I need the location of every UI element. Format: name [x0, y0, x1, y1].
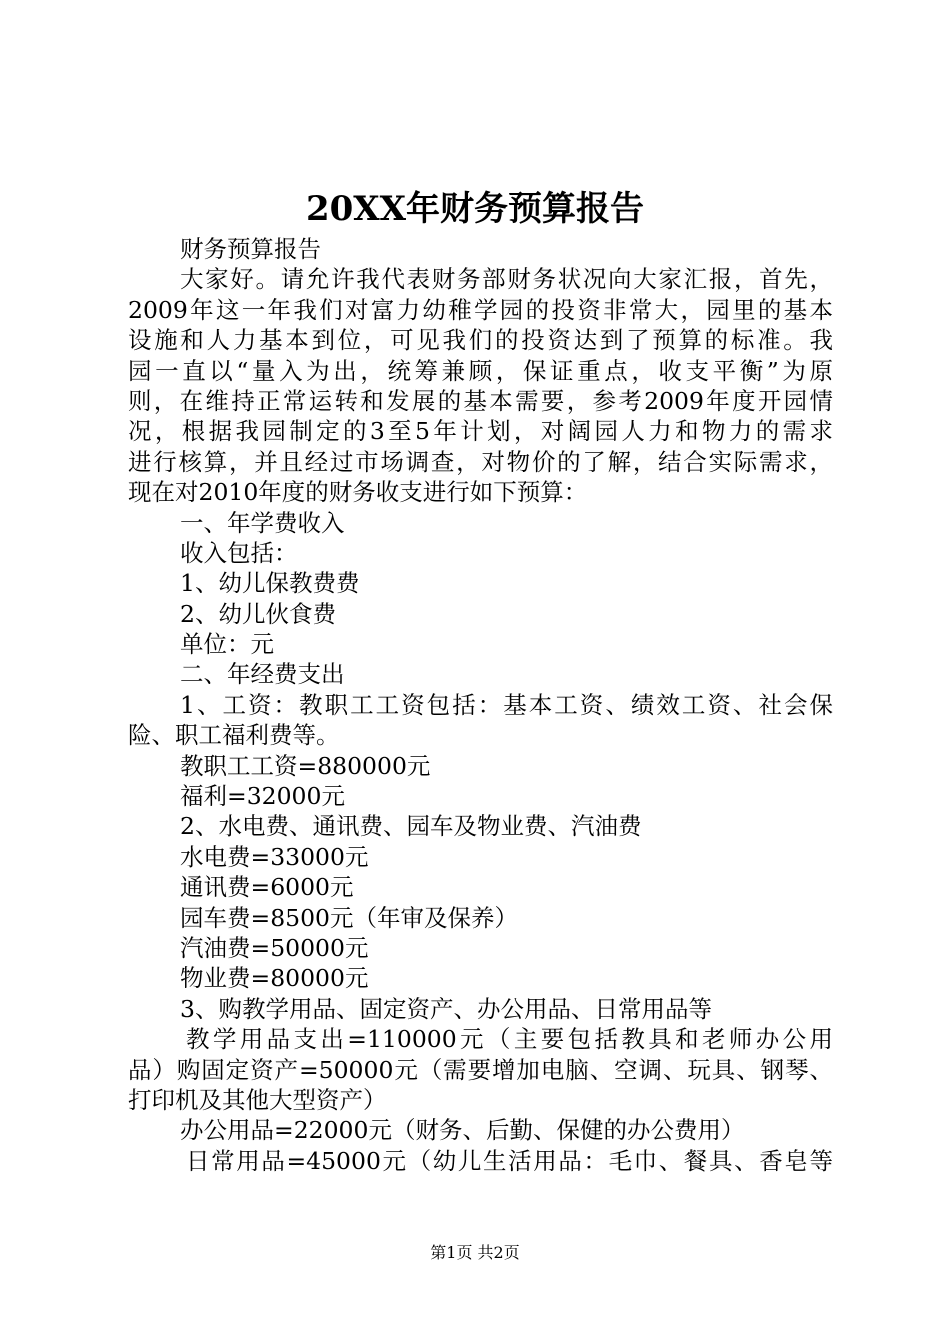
paragraph-line: 则，在维持正常运转和发展的基本需要，参考2009年度开园情: [128, 386, 833, 415]
budget-item: 通讯费=6000元: [180, 873, 354, 902]
budget-item: 园车费=8500元（年审及保养）: [180, 903, 518, 932]
budget-item: 汽油费=50000元: [180, 933, 369, 962]
list-item: 2、水电费、通讯费、园车及物业费、汽油费: [180, 812, 642, 841]
paragraph-line: 财务预算报告: [180, 235, 321, 263]
list-item: 2、幼儿伙食费: [180, 599, 336, 628]
paragraph-line: 设施和人力基本到位，可见我们的投资达到了预算的标准。我: [128, 326, 833, 355]
section-heading: 二、年经费支出: [180, 660, 345, 689]
budget-item: 办公用品=22000元（财务、后勤、保健的办公费用）: [180, 1116, 745, 1145]
budget-item: 福利=32000元: [180, 782, 345, 811]
paragraph-line: 打印机及其他大型资产）: [128, 1085, 387, 1114]
paragraph-line: 收入包括：: [180, 538, 298, 567]
budget-item: 日常用品=45000元（幼儿生活用品：毛巾、餐具、香皂等: [186, 1146, 833, 1175]
document-body: [128, 234, 833, 1176]
document-title: 20XX年财务预算报告: [305, 189, 645, 229]
budget-item: 物业费=80000元: [180, 964, 369, 993]
paragraph-line: 况，根据我园制定的3至5年计划，对阔园人力和物力的需求: [128, 417, 833, 446]
budget-item: 教职工工资=880000元: [180, 751, 431, 780]
paragraph-line: 险、职工福利费等。: [128, 721, 340, 750]
paragraph-line: 进行核算，并且经过市场调查，对物价的了解，结合实际需求，: [128, 447, 833, 476]
list-item: 3、购教学用品、固定资产、办公用品、日常用品等: [180, 994, 712, 1023]
paragraph-line: 园一直以“量入为出，统筹兼顾，保证重点，收支平衡”为原: [128, 356, 833, 385]
list-item: 1、幼儿保教费费: [180, 569, 360, 598]
page-footer: 第1页 共2页: [430, 1243, 520, 1262]
paragraph-line: 品）购固定资产=50000元（需要增加电脑、空调、玩具、钢琴、: [128, 1055, 833, 1084]
paragraph-line: 2009年这一年我们对富力幼稚学园的投资非常大，园里的基本: [128, 295, 833, 324]
paragraph-line: 现在对2010年度的财务收支进行如下预算：: [128, 478, 588, 507]
paragraph-line: 大家好。请允许我代表财务部财务状况向大家汇报，首先，: [180, 265, 833, 294]
budget-item: 教学用品支出=110000元（主要包括教具和老师办公用: [186, 1025, 833, 1054]
list-item: 1、工资：教职工工资包括：基本工资、绩效工资、社会保: [180, 690, 833, 719]
budget-item: 水电费=33000元: [180, 842, 369, 871]
section-heading: 一、年学费收入: [180, 508, 345, 537]
paragraph-line: 单位：元: [180, 630, 274, 659]
